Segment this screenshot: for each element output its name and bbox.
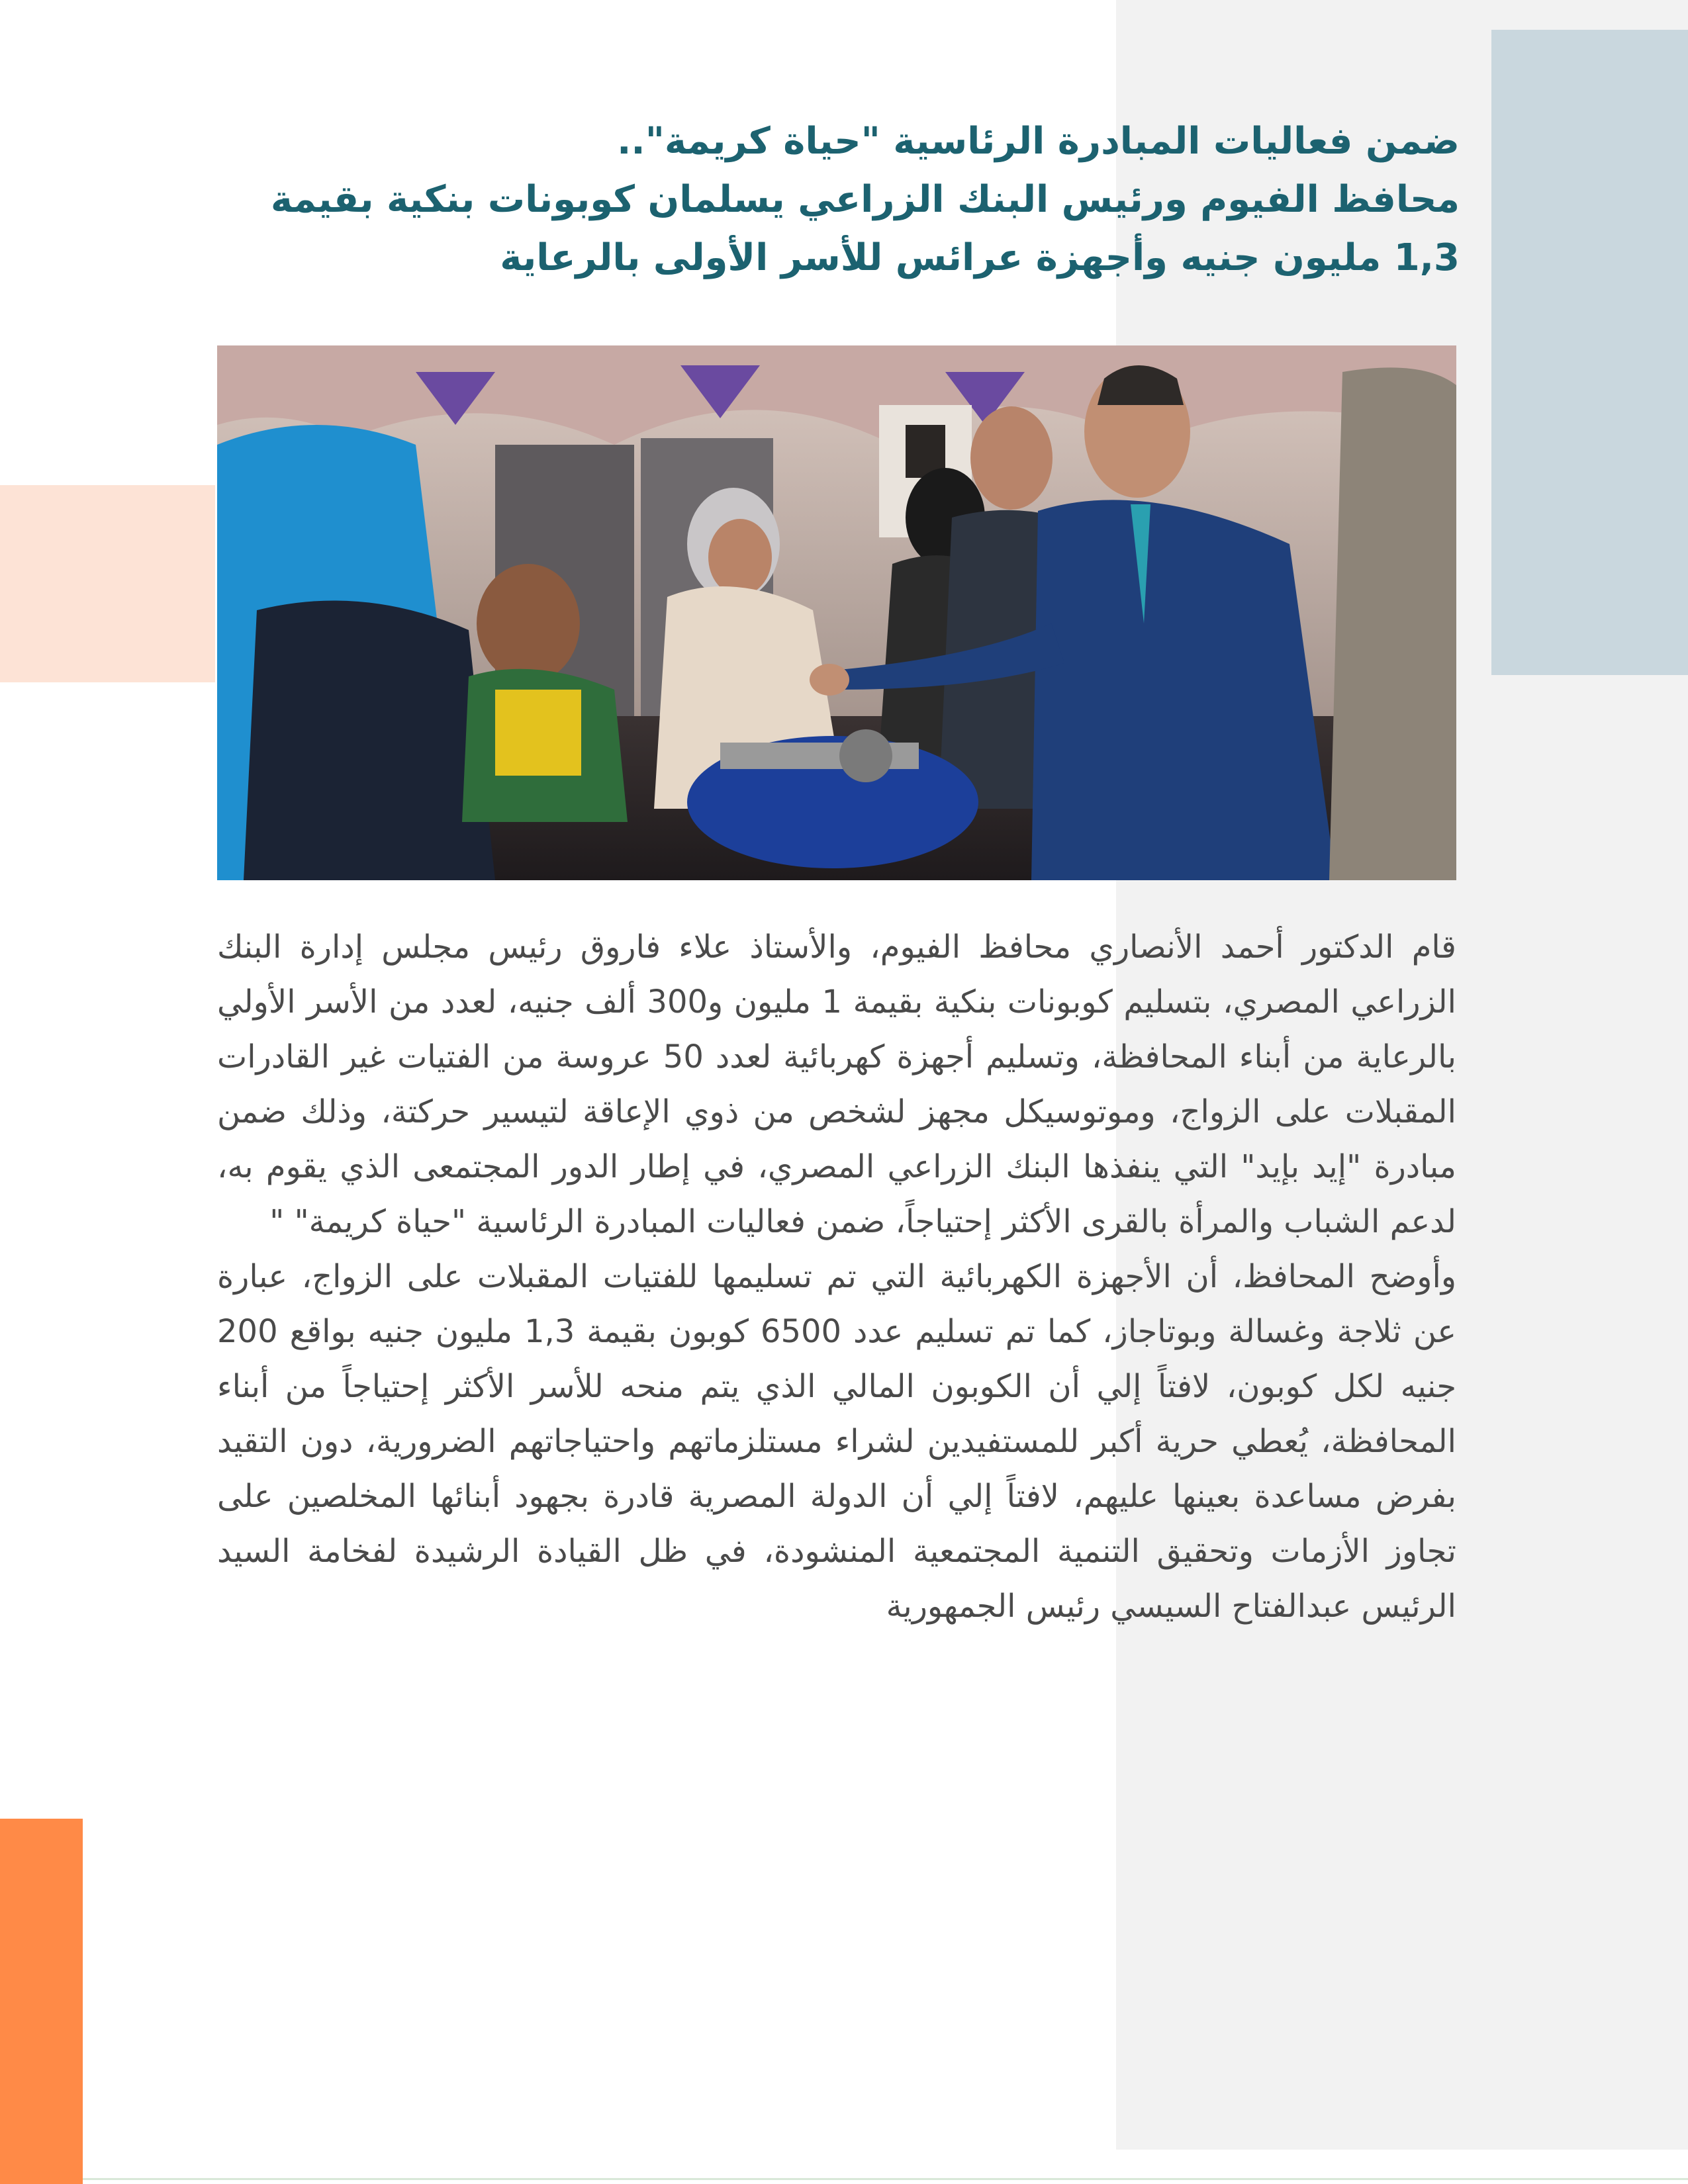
news-photo-illustration bbox=[217, 345, 1456, 880]
bottom-divider bbox=[83, 2178, 1688, 2180]
headline-line-3: 1,3 مليون جنيه وأجهزة عرائس للأسر الأولى بالرعاية bbox=[500, 236, 1460, 279]
decorative-blue-block bbox=[1491, 30, 1688, 675]
decorative-orange-block bbox=[0, 1819, 83, 2184]
news-photo bbox=[217, 345, 1456, 880]
headline-line-1: ضمن فعاليات المبادرة الرئاسية "حياة كريمة".. bbox=[617, 120, 1460, 163]
decorative-peach-block bbox=[0, 485, 215, 682]
article-body bbox=[217, 920, 1456, 1634]
headline-line-2: محافظ الفيوم ورئيس البنك الزراعي يسلمان كوبونات بنكية بقيمة bbox=[270, 178, 1460, 221]
article-paragraph-1: قام الدكتور أحمد الأنصاري محافظ الفيوم، والأستاذ علاء فاروق رئيس مجلس إدارة البنك الزراعي المصري، بتسليم كوبونات بنكية بقيمة 1 مليون و300 ألف جنيه، لعدد من الأسر الأولي بالرعاية من أبناء المحافظة، وتسليم أجهزة كهربائية لعدد 50 عروسة من الفتيات غير القادرات المقبلات على الزواج، وموتوسيكل مجهز لشخص من ذوي الإعاقة لتيسير حركتة، وذلك ضمن مبادرة "إيد بإيد" التي ينفذها البنك الزراعي المصري، في إطار الدور المجتمعى الذي يقوم به، لدعم الشباب والمرأة بالقرى الأكثر إحتياجاً، ضمن فعاليات المبادرة الرئاسية "حياة كريمة" " bbox=[217, 929, 1456, 1240]
headline bbox=[218, 113, 1460, 287]
article-paragraph-2: وأوضح المحافظ، أن الأجهزة الكهربائية التي تم تسليمها للفتيات المقبلات على الزواج، عبارة عن ثلاجة وغسالة وبوتاجاز، كما تم تسليم عدد 6500 كوبون بقيمة 1,3 مليون جنيه بواقع 200 جنيه لكل كوبون، لافتاً إلي أن الكوبون المالي الذي يتم منحه للأسر الأكثر إحتياجاً من أبناء المحافظة، يُعطي حرية أكبر للمستفيدين لشراء مستلزماتهم واحتياجاتهم الضرورية، دون التقيد بفرض مساعدة بعينها عليهم، لافتاً إلي أن الدولة المصرية قادرة بجهود أبنائها المخلصين على تجاوز الأزمات وتحقيق التنمية المجتمعية المنشودة، في ظل القيادة الرشيدة لفخامة السيد الرئيس عبدالفتاح السيسي رئيس الجمهورية bbox=[217, 1258, 1457, 1625]
